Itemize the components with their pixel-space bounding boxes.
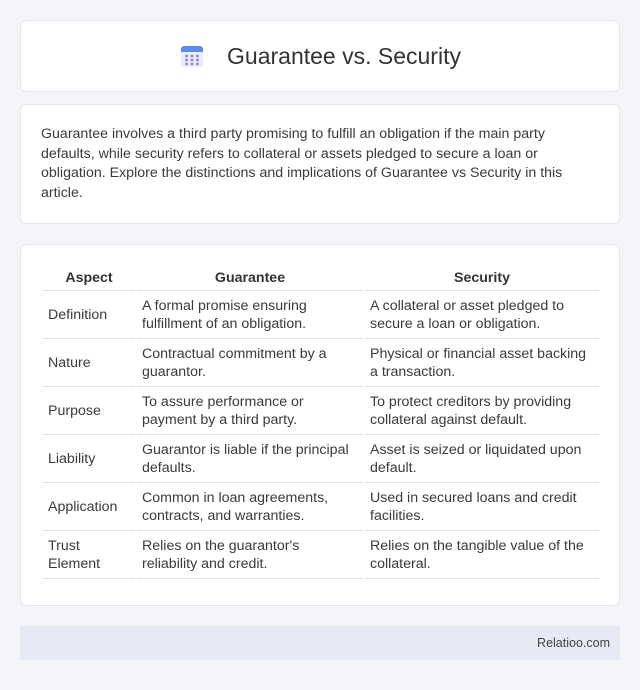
title-card — [20, 20, 620, 92]
table-row — [43, 533, 599, 579]
footer-brand[interactable]: Relatioo.com — [537, 636, 610, 650]
row-aspect: Purpose — [43, 389, 135, 435]
row-security: A collateral or asset pledged to secure a loan or obligation. — [365, 293, 599, 339]
row-guarantee: Contractual commitment by a guarantor. — [137, 341, 363, 387]
header-security: Security — [365, 265, 599, 291]
row-security: Asset is seized or liquidated upon default. — [365, 437, 599, 483]
table-row — [43, 341, 599, 387]
comparison-table — [41, 263, 601, 581]
row-guarantee: To assure performance or payment by a third party. — [137, 389, 363, 435]
row-guarantee: Relies on the guarantor's reliability and credit. — [137, 533, 363, 579]
row-aspect: Definition — [43, 293, 135, 339]
row-aspect: Liability — [43, 437, 135, 483]
intro-card — [20, 104, 620, 224]
calendar-icon — [179, 43, 205, 69]
page-title: Guarantee vs. Security — [227, 42, 461, 69]
row-aspect: Nature — [43, 341, 135, 387]
row-aspect: Application — [43, 485, 135, 531]
header-guarantee: Guarantee — [137, 265, 363, 291]
table-row — [43, 485, 599, 531]
row-security: Physical or financial asset backing a transaction. — [365, 341, 599, 387]
header-aspect: Aspect — [43, 265, 135, 291]
table-row — [43, 293, 599, 339]
row-security: To protect creditors by providing collateral against default. — [365, 389, 599, 435]
table-row — [43, 437, 599, 483]
row-guarantee: A formal promise ensuring fulfillment of an obligation. — [137, 293, 363, 339]
row-guarantee: Guarantor is liable if the principal defaults. — [137, 437, 363, 483]
table-row — [43, 389, 599, 435]
footer — [20, 626, 620, 660]
row-guarantee: Common in loan agreements, contracts, and warranties. — [137, 485, 363, 531]
intro-text: Guarantee involves a third party promising to fulfill an obligation if the main party defaults, while security refers to collateral or assets pledged to secure a loan or obligation. Explore the distinctions and implications of Guarantee vs Security in this article. — [41, 126, 563, 201]
row-security: Relies on the tangible value of the collateral. — [365, 533, 599, 579]
row-aspect: Trust Element — [43, 533, 135, 579]
comparison-card — [20, 244, 620, 606]
table-header-row — [43, 265, 599, 291]
row-security: Used in secured loans and credit facilities. — [365, 485, 599, 531]
